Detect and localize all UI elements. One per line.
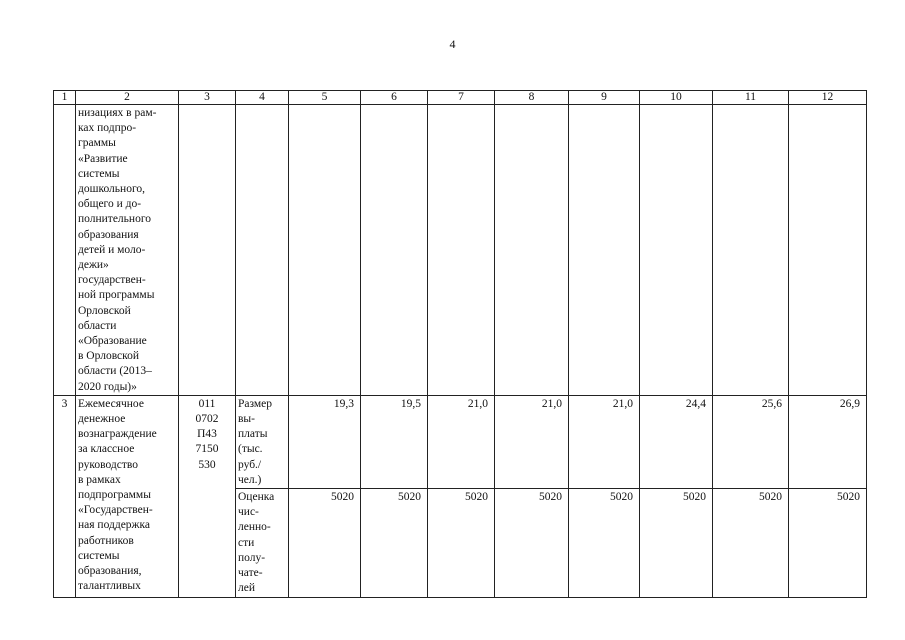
table-cell xyxy=(236,105,289,396)
value-cell: 19,5 xyxy=(361,395,428,488)
value-cell: 21,0 xyxy=(569,395,640,488)
value-cell: 5020 xyxy=(640,489,713,597)
table-row xyxy=(54,395,867,488)
value-cell: 25,6 xyxy=(713,395,789,488)
table-cell xyxy=(789,105,867,396)
value-cell: 5020 xyxy=(361,489,428,597)
column-number-header: 3 xyxy=(179,91,236,105)
column-number-header: 5 xyxy=(289,91,361,105)
value-cell: 5020 xyxy=(289,489,361,597)
budget-code: 011 0702 П43 7150 530 xyxy=(179,395,236,597)
value-cell: 21,0 xyxy=(428,395,495,488)
table-header-row xyxy=(54,91,867,105)
table-cell xyxy=(640,105,713,396)
table-cell xyxy=(54,105,76,396)
table-cell xyxy=(428,105,495,396)
column-number-header: 9 xyxy=(569,91,640,105)
page-number: 4 xyxy=(449,37,456,51)
column-number-header: 11 xyxy=(713,91,789,105)
column-number-header: 8 xyxy=(495,91,569,105)
table-row-continuation xyxy=(54,105,867,396)
value-cell: 5020 xyxy=(428,489,495,597)
table-cell xyxy=(495,105,569,396)
value-cell: 26,9 xyxy=(789,395,867,488)
table-cell xyxy=(289,105,361,396)
measure-name: Ежемесячное денежное вознаграждение за классное руководство в рамках подпрограммы «Государствен- ная поддержка работников системы образования, талантливых xyxy=(76,395,179,597)
value-cell: 5020 xyxy=(789,489,867,597)
value-cell: 19,3 xyxy=(289,395,361,488)
value-cell: 5020 xyxy=(569,489,640,597)
indicators-table xyxy=(53,90,867,598)
value-cell: 5020 xyxy=(713,489,789,597)
value-cell: 21,0 xyxy=(495,395,569,488)
column-number-header: 10 xyxy=(640,91,713,105)
column-number-header: 6 xyxy=(361,91,428,105)
value-cell: 5020 xyxy=(495,489,569,597)
table-cell xyxy=(569,105,640,396)
column-number-header: 4 xyxy=(236,91,289,105)
table-cell xyxy=(361,105,428,396)
indicator-label: Размер вы- платы (тыс. руб./ чел.) xyxy=(236,395,289,488)
table-cell xyxy=(179,105,236,396)
column-number-header: 1 xyxy=(54,91,76,105)
column-number-header: 7 xyxy=(428,91,495,105)
table-cell xyxy=(713,105,789,396)
measure-name-continued: низациях в рам- ках подпро- граммы «Развитие системы дошкольного, общего и до- полнительного образования детей и моло- дежи» государствен- ной программы Орловской области «Образование в Орловской области (2013– 2020 годы)» xyxy=(76,105,179,396)
indicator-label: Оценка чис- ленно- сти полу- чате- лей xyxy=(236,489,289,597)
value-cell: 24,4 xyxy=(640,395,713,488)
column-number-header: 2 xyxy=(76,91,179,105)
row-number: 3 xyxy=(54,395,76,597)
column-number-header: 12 xyxy=(789,91,867,105)
